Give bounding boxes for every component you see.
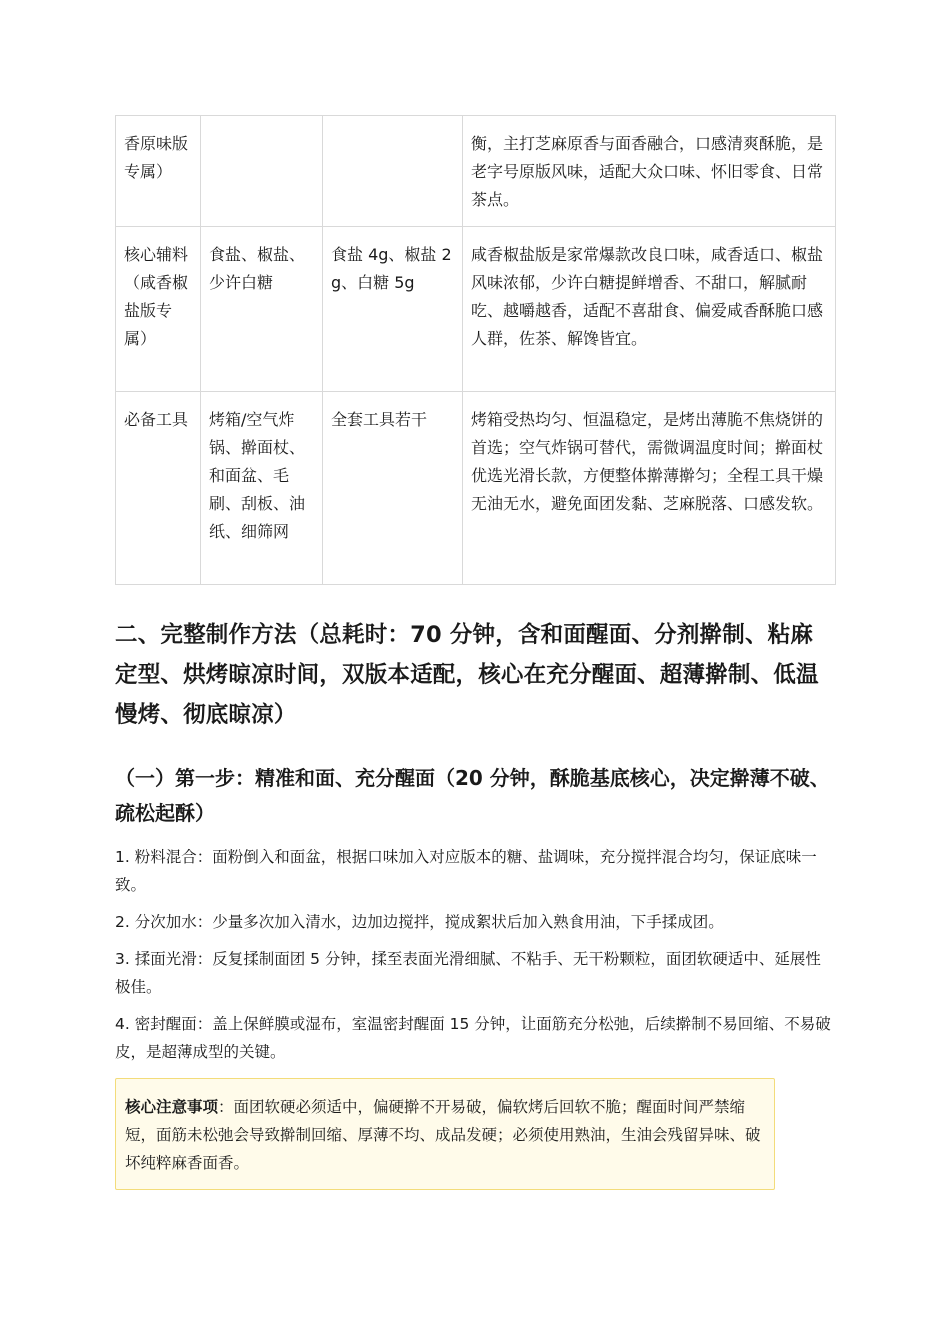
table-cell-label: 核心辅料（咸香椒盐版专属） [116,227,201,392]
list-item: 1. 粉料混合：面粉倒入和面盆，根据口味加入对应版本的糖、盐调味，充分搅拌混合均匀，保证底味一致。 [115,848,817,894]
table-cell-amount [323,116,463,227]
table-cell-label: 香原味版专属） [116,116,201,227]
list-item: 2. 分次加水：少量多次加入清水，边加边搅拌，搅成絮状后加入熟食用油，下手揉成团。 [115,913,724,931]
ingredients-table [115,115,836,585]
table-cell-amount: 全套工具若干 [323,392,463,585]
table-row [116,227,836,392]
table-row [116,116,836,227]
step-heading: （一）第一步：精准和面、充分醒面（20 分钟，酥脆基底核心，决定擀薄不破、疏松起酥） [115,766,830,825]
section-heading: 二、完整制作方法（总耗时：70 分钟，含和面醒面、分剂擀制、粘麻定型、烘烤晾凉时间，双版本适配，核心在充分醒面、超薄擀制、低温慢烤、彻底晾凉） [115,622,819,728]
list-item: 4. 密封醒面：盖上保鲜膜或湿布，室温密封醒面 15 分钟，让面筋充分松弛，后续擀制不易回缩、不易破皮，是超薄成型的关键。 [115,1015,831,1061]
table-cell-items: 烤箱/空气炸锅、擀面杖、和面盆、毛刷、刮板、油纸、细筛网 [201,392,323,585]
document-page [115,115,835,1190]
steps-list [115,843,835,1066]
table-cell-amount: 食盐 4g、椒盐 2g、白糖 5g [323,227,463,392]
table-cell-desc: 咸香椒盐版是家常爆款改良口味，咸香适口、椒盐风味浓郁，少许白糖提鲜增香、不甜口，解腻耐吃、越嚼越香，适配不喜甜食、偏爱咸香酥脆口感人群，佐茶、解馋皆宜。 [463,227,836,392]
table-row [116,392,836,585]
note-callout [115,1078,775,1190]
table-cell-label: 必备工具 [116,392,201,585]
note-label: 核心注意事项 [125,1098,219,1116]
table-cell-desc: 衡，主打芝麻原香与面香融合，口感清爽酥脆，是老字号原版风味，适配大众口味、怀旧零食、日常茶点。 [463,116,836,227]
table-cell-items [201,116,323,227]
note-text: ：面团软硬必须适中，偏硬擀不开易破，偏软烤后回软不脆；醒面时间严禁缩短，面筋未松弛会导致擀制回缩、厚薄不均、成品发硬；必须使用熟油，生油会残留异味、破坏纯粹麻香面香。 [125,1098,761,1172]
table-cell-items: 食盐、椒盐、少许白糖 [201,227,323,392]
list-item: 3. 揉面光滑：反复揉制面团 5 分钟，揉至表面光滑细腻、不粘手、无干粉颗粒，面团软硬适中、延展性极佳。 [115,950,821,996]
table-cell-desc: 烤箱受热均匀、恒温稳定，是烤出薄脆不焦烧饼的首选；空气炸锅可替代，需微调温度时间；擀面杖优选光滑长款，方便整体擀薄擀匀；全程工具干燥无油无水，避免面团发黏、芝麻脱落、口感发软。 [463,392,836,585]
